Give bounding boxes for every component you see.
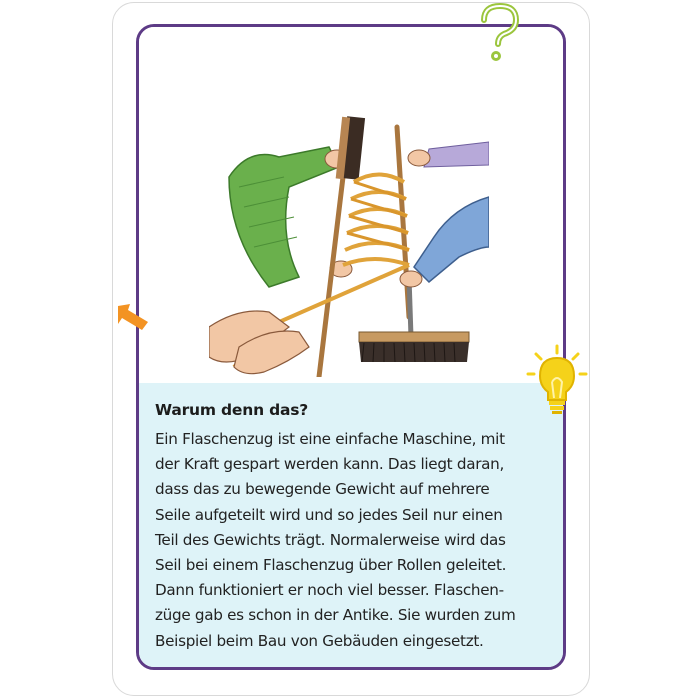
arrow-icon: [114, 300, 154, 336]
lightbulb-icon: [524, 344, 590, 416]
text-line: züge gab es schon in der Antike. Sie wurden zum: [155, 606, 516, 625]
text-line: Seil bei einem Flaschenzug über Rollen geleitet.: [155, 556, 507, 575]
text-line: Beispiel beim Bau von Gebäuden eingesetzt.: [155, 631, 484, 650]
text-line: Teil des Gewichts trägt. Normalerweise wird das: [155, 530, 506, 549]
panel-heading: Warum denn das?: [155, 401, 309, 419]
pulley-experiment-illustration: [209, 87, 489, 377]
explanation-text: [155, 427, 547, 654]
text-line: Ein Flaschenzug ist eine einfache Maschine, mit: [155, 430, 505, 448]
illustration-area: [139, 27, 563, 383]
card-frame: [136, 24, 566, 670]
explanation-panel: [139, 383, 563, 670]
text-line: Dann funktioniert er noch viel besser. Flaschen-: [155, 581, 504, 600]
text-line: dass das zu bewegende Gewicht auf mehrere: [155, 480, 490, 499]
question-mark-icon: [470, 2, 526, 64]
text-line: Seile aufgeteilt wird und so jedes Seil nur einen: [155, 505, 503, 524]
text-line: der Kraft gespart werden kann. Das liegt daran,: [155, 455, 505, 474]
